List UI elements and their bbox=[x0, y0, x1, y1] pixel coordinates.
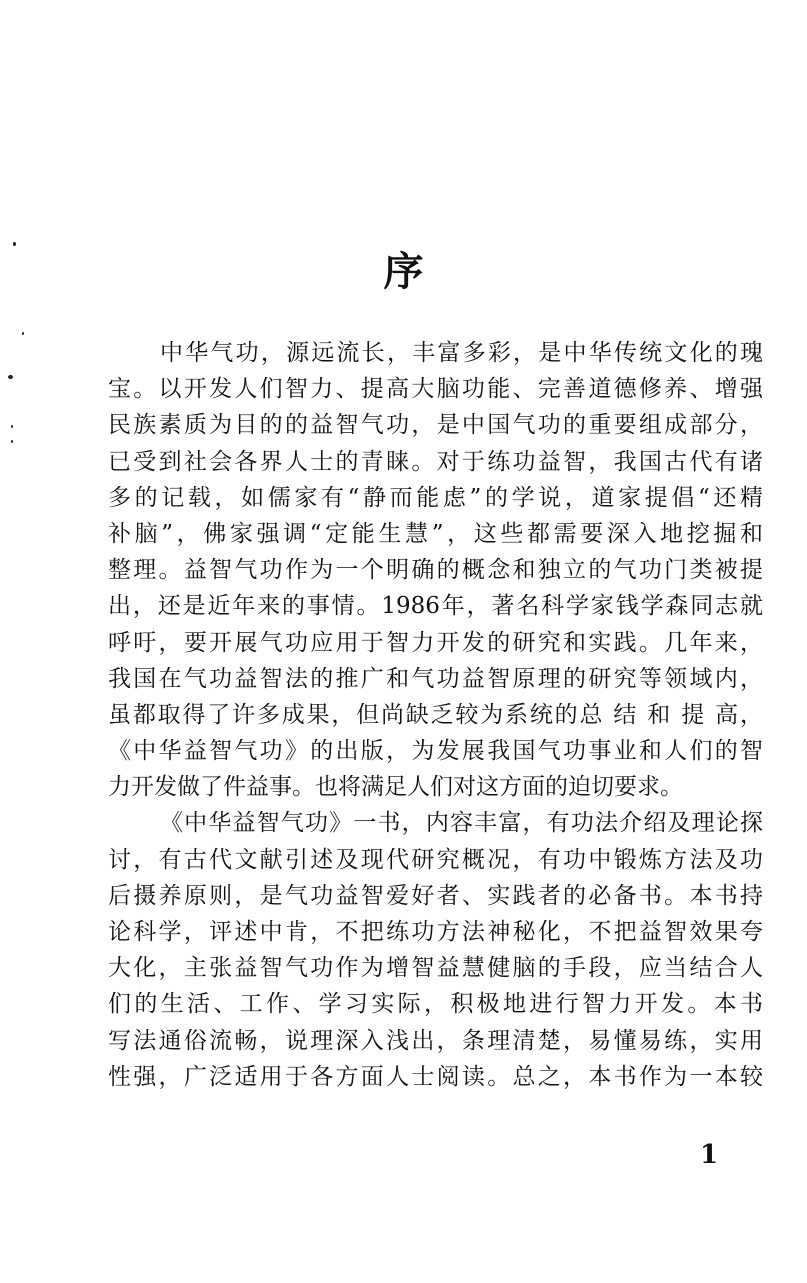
text-line: 补脑”，佛家强调“定能生慧”，这些都需要深入地挖掘和 bbox=[108, 520, 763, 547]
preface-body bbox=[108, 335, 763, 1095]
text-line: 《中华益智气功》的出版，为发展我国气功事业和人们的智 bbox=[108, 738, 763, 765]
text-line: 中华气功，源远流长，丰富多彩，是中华传统文化的瑰 bbox=[160, 340, 763, 366]
scan-speck bbox=[11, 425, 13, 428]
text-line: 虽都取得了许多成果，但尚缺乏较为系统的总 结 和 提 高， bbox=[108, 701, 763, 728]
text-line: 《中华益智气功》一书，内容丰富，有功法介绍及理论探 bbox=[160, 810, 763, 837]
page-number: 1 bbox=[700, 1140, 719, 1170]
text-line: 讨，有古代文献引述及现代研究概况，有功中锻炼方法及功 bbox=[108, 846, 763, 873]
page-title: 序 bbox=[383, 248, 424, 295]
text-line: 我国在气功益智法的推广和气功益智原理的研究等领域内， bbox=[108, 665, 763, 692]
text-line: 已受到社会各界人士的青睐。对于练功益智，我国古代有诸 bbox=[108, 448, 763, 475]
text-line: 论科学，评述中肯，不把练功方法神秘化，不把益智效果夸 bbox=[108, 919, 763, 945]
scan-speck bbox=[22, 332, 24, 335]
text-line: 宝。以开发人们智力、提高大脑功能、完善道德修养、增强 bbox=[108, 376, 763, 403]
text-line: 大化，主张益智气功作为增智益慧健脑的手段，应当结合人 bbox=[108, 955, 763, 982]
text-line: 民族素质为目的的益智气功，是中国气功的重要组成部分， bbox=[108, 412, 763, 439]
text-line: 呼吁，要开展气功应用于智力开发的研究和实践。几年来， bbox=[108, 629, 763, 656]
text-line: 力开发做了件益事。也将满足人们对这方面的迫切要求。 bbox=[108, 774, 683, 801]
text-line: 整理。益智气功作为一个明确的概念和独立的气功门类被提 bbox=[108, 557, 763, 584]
scan-speck bbox=[11, 440, 13, 443]
text-line: 性强，广泛适用于各方面人士阅读。总之，本书作为一本较 bbox=[108, 1063, 763, 1090]
text-line: 后摄养原则，是气功益智爱好者、实践者的必备书。本书持 bbox=[108, 882, 763, 909]
text-line: 写法通俗流畅，说理深入浅出，条理清楚，易懂易练，实用 bbox=[108, 1027, 763, 1054]
scan-speck bbox=[13, 242, 16, 246]
text-line: 出，还是近年来的事情。1986年，著名科学家钱学森同志就 bbox=[108, 593, 763, 620]
text-line: 多的记载，如儒家有“静而能虑”的学说，道家提倡“还精 bbox=[108, 484, 763, 511]
text-line: 们的生活、工作、学习实际，积极地进行智力开发。本书 bbox=[108, 991, 763, 1018]
scan-speck bbox=[8, 375, 13, 379]
